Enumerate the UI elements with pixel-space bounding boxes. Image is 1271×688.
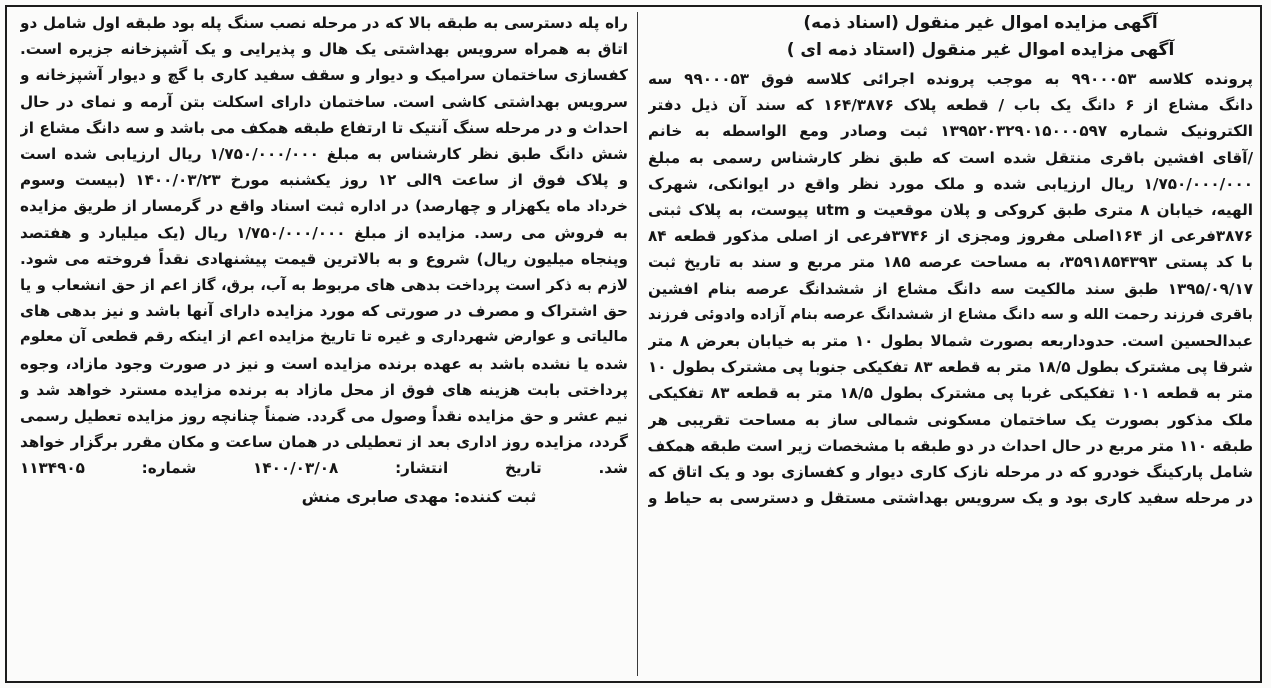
text-line: پرداختی بابت هزینه های فوق از محل مازاد به برنده مزایده مسترد خواهد شد و (20, 380, 628, 399)
text-line: سرویس بهداشتی کاشی است. ساختمان دارای اسکلت بتن آرمه و نمای در حال (20, 92, 628, 111)
notice-title: آگهی مزایده اموال غیر منقول (اسناد ذمه) (803, 13, 1158, 33)
text-line: عبدالحسین است. حدوداربعه بصورت شمالا بطول ۱۰ متر به خیابان بعرض ۸ متر (648, 332, 1253, 351)
text-line: لازم به ذکر است پرداخت بدهی های مربوط به آب، برق، گاز اعم از حق انشعاب و یا (20, 276, 628, 295)
text-line: متر به قطعه ۱۰۱ تفکیکی غربا پی مشترک بطول ۱۸/۵ متر به قطعه ۸۳ تفکیکی (648, 384, 1253, 403)
text-line: پرونده کلاسه ۹۹۰۰۰۵۳ به موجب پرونده اجرائی کلاسه فوق ۹۹۰۰۰۵۳ سه (648, 70, 1253, 88)
right-column (648, 10, 1253, 678)
text-line: شد. تاریخ انتشار: ۱۴۰۰/۰۳/۰۸ شماره: ۱۱۳۴۹۰۵ (20, 459, 628, 478)
left-column (20, 10, 628, 678)
text-line: طبقه ۱۱۰ متر مربع در حال احداث در دو طبقه با مشخصات زیر است طبقه همکف (648, 436, 1253, 455)
text-line: با کد پستی ۳۵۹۱۸۵۴۳۹۳، به مساحت عرصه ۱۸۵ متر مربع و سند به تاریخ ثبت (648, 253, 1253, 272)
text-line: ۱/۷۵۰/۰۰۰/۰۰۰ ریال ارزیابی شده و ملک مورد نظر واقع در ایوانکی، شهرک (648, 174, 1253, 193)
text-line: کفسازی ساختمان سرامیک و دیوار و سقف سفید کاری با گچ و دیوار آشپزخانه و (20, 66, 628, 85)
text-line: به فروش می رسد. مزایده از مبلغ ۱/۷۵۰/۰۰۰/۰۰۰ ریال (یک میلیارد و هفتصد (20, 223, 628, 242)
text-line: وپنجاه میلیون ریال) شروع و به بالاترین قیمت پیشنهادی نقداً فروخته می شود. (20, 249, 628, 268)
column-divider (637, 12, 638, 676)
text-line: /آقای افشین باقری منتقل شده است که طبق نظر کارشناس رسمی به مبلغ (648, 148, 1253, 167)
text-line: حق اشتراک و مصرف در صورتی که مورد مزایده دارای آنها باشد و نیز بدهی های (20, 302, 628, 321)
text-line: راه پله دسترسی به طبقه بالا که در مرحله نصب سنگ پله بود طبقه اول شامل دو (20, 14, 628, 32)
right-column-text (648, 66, 1253, 511)
notice-subtitle: آگهی مزایده اموال غیر منقول (استاد ذمه ای ) (786, 40, 1175, 60)
text-line: احداث و در مرحله سنگ آنتیک تا ارتفاع طبقه همکف می باشد و سه دانگ مشاع از (20, 118, 628, 137)
text-line: ملک مذکور بصورت یک ساختمان مسکونی شمالی ساز به مساحت تقریبی هر (648, 410, 1253, 429)
text-line: شش دانگ طبق نظر کارشناس به مبلغ ۱/۷۵۰/۰۰۰/۰۰۰ ریال ارزیابی شده است (20, 145, 628, 164)
left-column-text (20, 10, 628, 482)
text-line: مالیاتی و عوارض شهرداری و غیره تا تاریخ مزایده اعم از اینکه رقم قطعی آن معلوم (20, 328, 628, 346)
text-line: در مرحله سفید کاری بود و یک سرویس بهداشتی مستقل و دسترسی به حیاط و (648, 489, 1253, 508)
text-line: ۳۸۷۶فرعی از ۱۶۴اصلی مفروز ومجزی از ۳۷۴۶فرعی از اصلی مذکور قطعه ۸۴ (648, 227, 1253, 246)
text-line: شرقا پی مشترک بطول ۱۸/۵ متر به قطعه ۸۳ تفکیکی جنوبا پی مشترک بطول ۱۰ (648, 358, 1253, 377)
text-line: الهیه، خیابان ۸ متری طبق کروکی و پلان موقعیت و utm پیوست، به پلاک ثبتی (648, 201, 1253, 220)
text-line: دانگ مشاع از ۶ دانگ یک باب / قطعه پلاک ۱۶۴/۳۸۷۶ که سند آن ذیل دفتر (648, 96, 1253, 115)
text-line: الکترونیک شماره ۱۳۹۵۲۰۳۲۹۰۱۵۰۰۰۵۹۷ ثبت وصادر ومع الواسطه به خانم (648, 122, 1253, 141)
text-line: خرداد ماه یکهزار و چهارصد) در اداره ثبت اسناد واقع در گرمسار از طریق مزایده (20, 197, 628, 216)
text-line: ۱۳۹۵/۰۹/۱۷ طبق سند مالکیت سه دانگ مشاع از ششدانگ عرصه بنام افشین (648, 279, 1253, 298)
text-line: باقری فرزند رحمت الله و سه دانگ مشاع از ششدانگ عرصه بنام آزاده وادوئی فرزند (648, 305, 1253, 323)
text-line: و پلاک فوق از ساعت ۹الی ۱۲ روز یکشنبه مورخ ۱۴۰۰/۰۳/۲۳ (بیست وسوم (20, 171, 628, 190)
text-line: گردد، مزایده روز اداری بعد از تعطیلی در همان ساعت و مکان مقرر برگزار خواهد (20, 433, 628, 452)
text-line: شده یا نشده باشد به عهده برنده مزایده است و نیز در صورت وجود مازاد، وجوه (20, 354, 628, 373)
text-line: نیم عشر و حق مزایده نقداً وصول می گردد. ضمناً چنانچه روز مزایده تعطیل رسمی (20, 407, 628, 426)
text-line: شامل پارکینگ خودرو که در مرحله نازک کاری دیوار و کفسازی بود و یک اتاق که (648, 463, 1253, 482)
registrar-signature: ثبت کننده: مهدی صابری منش (301, 486, 537, 506)
text-line: اتاق به همراه سرویس بهداشتی یک هال و پذیرایی و یک آشپزخانه جزیره است. (20, 40, 628, 59)
